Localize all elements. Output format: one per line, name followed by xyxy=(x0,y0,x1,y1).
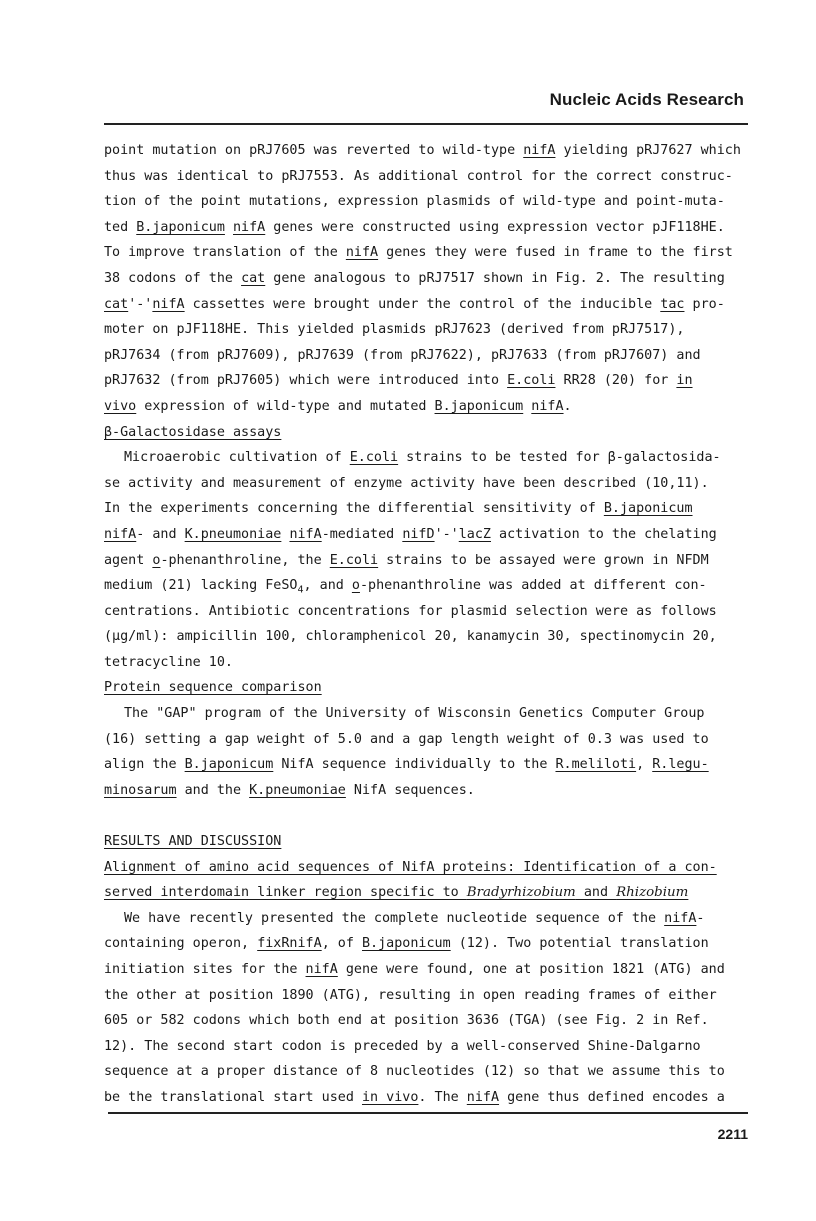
text-line: Microaerobic cultivation of E.coli strains to be tested for β-galactosida- xyxy=(124,450,721,466)
text-line: nifA- and K.pneumoniae nifA-mediated nifD'-'lacZ activation to the chelating xyxy=(104,526,717,542)
subsection-heading-alignment-cont: served interdomain linker region specific to Bradyrhizobium and Rhizobium xyxy=(104,885,689,901)
text-line: se activity and measurement of enzyme activity have been described (10,11). xyxy=(104,475,709,491)
text-line: 38 codons of the cat gene analogous to pRJ7517 shown in Fig. 2. The resulting xyxy=(104,270,725,286)
text-line: In the experiments concerning the differential sensitivity of B.japonicum xyxy=(104,501,693,517)
text-line: point mutation on pRJ7605 was reverted to wild-type nifA yielding pRJ7627 which xyxy=(104,143,741,158)
text-line: To improve translation of the nifA genes they were fused in frame to the first xyxy=(104,245,733,261)
text-line: thus was identical to pRJ7553. As additional control for the correct construc- xyxy=(104,168,733,184)
text-line: centrations. Antibiotic concentrations for plasmid selection were as follows xyxy=(104,603,717,619)
text-line: the other at position 1890 (ATG), resulting in open reading frames of either xyxy=(104,987,717,1003)
page-body xyxy=(104,138,748,1111)
text-line: containing operon, fixRnifA, of B.japonicum (12). Two potential translation xyxy=(104,936,709,952)
header-rule xyxy=(104,123,748,125)
text-line: (16) setting a gap weight of 5.0 and a gap length weight of 0.3 was used to xyxy=(104,731,709,747)
footer-rule xyxy=(108,1112,748,1114)
text-line: vivo expression of wild-type and mutated B.japonicum nifA. xyxy=(104,398,572,414)
text-line: initiation sites for the nifA gene were found, one at position 1821 (ATG) and xyxy=(104,962,725,977)
text-line: pRJ7632 (from pRJ7605) which were introduced into E.coli RR28 (20) for in xyxy=(104,373,693,389)
text-line: tetracycline 10. xyxy=(104,654,233,670)
text-line: sequence at a proper distance of 8 nucleotides (12) so that we assume this to xyxy=(104,1064,725,1080)
text-line: agent o-phenanthroline, the E.coli strains to be assayed were grown in NFDM xyxy=(104,552,709,568)
text-line: align the B.japonicum NifA sequence individually to the R.meliloti, R.legu- xyxy=(104,757,709,773)
text-line: (μg/ml): ampicillin 100, chloramphenicol 20, kanamycin 30, spectinomycin 20, xyxy=(104,629,717,645)
journal-name: Nucleic Acids Research xyxy=(549,90,744,109)
text-line: tion of the point mutations, expression plasmids of wild-type and point-muta- xyxy=(104,194,725,210)
text-line: moter on pJF118HE. This yielded plasmids pRJ7623 (derived from pRJ7517), xyxy=(104,322,685,338)
subsection-heading-alignment: Alignment of amino acid sequences of NifA proteins: Identification of a con- xyxy=(104,859,717,875)
text-line: ted B.japonicum nifA genes were constructed using expression vector pJF118HE. xyxy=(104,219,725,235)
section-heading-protein: Protein sequence comparison xyxy=(104,680,322,696)
text-line: 605 or 582 codons which both end at position 3636 (TGA) (see Fig. 2 in Ref. xyxy=(104,1013,709,1029)
text-line: pRJ7634 (from pRJ7609), pRJ7639 (from pRJ7622), pRJ7633 (from pRJ7607) and xyxy=(104,347,701,363)
text-line: We have recently presented the complete nucleotide sequence of the nifA- xyxy=(124,910,705,926)
text-line: cat'-'nifA cassettes were brought under the control of the inducible tac pro- xyxy=(104,296,725,312)
text-line: minosarum and the K.pneumoniae NifA sequences. xyxy=(104,782,475,798)
page-number: 2211 xyxy=(717,1126,748,1142)
text-line: The "GAP" program of the University of Wisconsin Genetics Computer Group xyxy=(124,706,705,722)
section-heading-results: RESULTS AND DISCUSSION xyxy=(104,834,282,850)
text-line: be the translational start used in vivo. The nifA gene thus defined encodes a xyxy=(104,1089,725,1105)
text-line: medium (21) lacking FeSO$_4$, and o-phenanthroline was added at different con- xyxy=(104,578,707,596)
section-heading-bgal: β-Galactosidase assays xyxy=(104,424,282,440)
text-line: 12). The second start codon is preceded by a well-conserved Shine-Dalgarno xyxy=(104,1038,701,1054)
